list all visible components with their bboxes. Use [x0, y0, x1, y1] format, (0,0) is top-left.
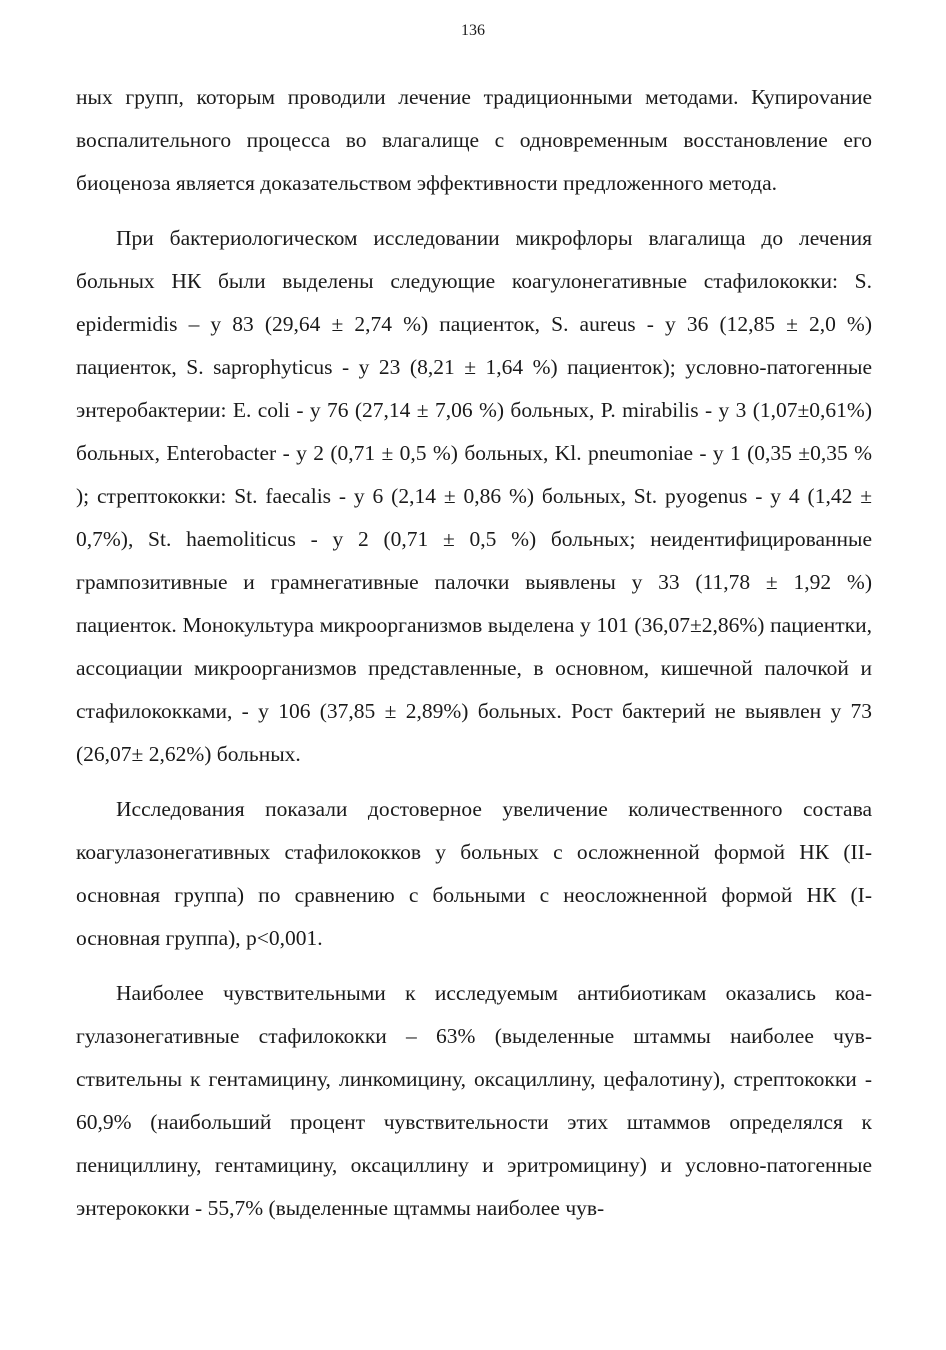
- page-number: 136: [461, 22, 485, 39]
- paragraph-study-results: Исследования показали достоверное увеличение количественного состава коагулазонегативных стафилококков у больных с осложненной формой НК (II- основная группа) по сравнению с больными с неосложненной формой НК (I- основная группа), p<0,001.: [76, 797, 872, 950]
- page-body: [76, 76, 872, 1242]
- paragraph-continuation: ных групп, которым проводили лечение традиционными методами. Купироvание воспалительного процесса во влагалище с одновременным восстановление его биоценоза является доказательством эффективности предложенного метода.: [76, 85, 872, 195]
- paragraph-antibiotic-sensitivity: Наиболее чувствительными к исследуемым антибиотикам оказались коагулазонегативные стафилококки – 63% (выделенные штаммы наиболее чувствительны к гентамицину, линкомицину, оксациллину, цефалотину), стрептококки - 60,9% (наибольший процент чувствительности этих штаммов определялся к пенициллину, гентамицину, оксациллину и эритромицину) и условно-патогенные энтерококки - 55,7% (выделенные щтаммы наиболее чув-: [76, 981, 872, 1220]
- paragraph-bacteriological-study: При бактериологическом исследовании микрофлоры влагалища до лечения больных НК были выделены следующие коагулонегативные стафилококки: S. epidermidis – у 83 (29,64 ± 2,74 %) пациенток, S. aureus - у 36 (12,85 ± 2,0 %) пациенток, S. saprophyticus - у 23 (8,21 ± 1,64 %) пациенток); условно-патогенные энтеробактерии: E. coli - у 76 (27,14 ± 7,06 %) больных, P. mirabilis - у 3 (1,07±0,61%) больных, Enterobacter - у 2 (0,71 ± 0,5 %) больных, Kl. pneumoniae - у 1 (0,35 ±0,35 % ); стрептококки: St. faecalis - у 6 (2,14 ± 0,86 %) больных, St. pyogenus - у 4 (1,42 ± 0,7%), St. haemoliticus - у 2 (0,71 ± 0,5 %) больных; неидентифицированные грампозитивные и грамнегативные палочки выявлены у 33 (11,78 ± 1,92 %) пациенток. Монокультура микроорганизмов выделена у 101 (36,07±2,86%) пациентки, ассоциации микроорганизмов представленные, в основном, кишечной палочкой и стафилококками, - у 106 (37,85 ± 2,89%) больных. Рост бактерий не выявлен у 73 (26,07± 2,62%) больных.: [76, 226, 872, 766]
